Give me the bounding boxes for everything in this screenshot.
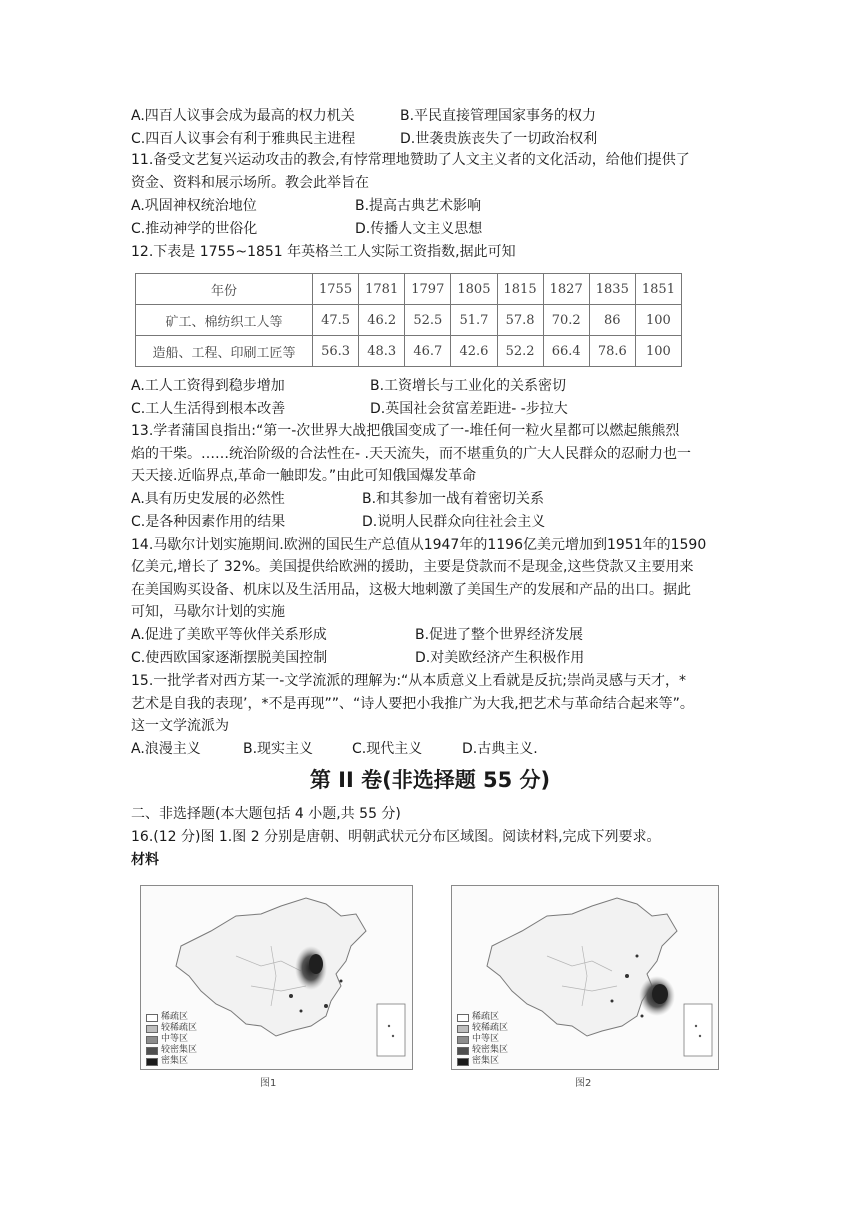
q14-option-a: A.促进了美欧平等伙伴关系形成 <box>131 627 327 643</box>
q14-stem-line4: 可知，马歇尔计划的实施 <box>131 604 285 620</box>
q13-stem-line3: 天天接.近临界点,革命一触即发。”由此可知俄国爆发革命 <box>131 468 477 484</box>
value-cell: 66.4 <box>543 336 589 367</box>
year-cell: 1835 <box>589 274 635 305</box>
legend-swatch <box>146 1014 158 1022</box>
section-title: 第 II 卷(非选择题 55 分) <box>309 768 551 792</box>
q15-option-b: B.现实主义 <box>243 741 314 757</box>
material-label: 材料 <box>131 852 159 868</box>
value-cell: 78.6 <box>589 336 635 367</box>
table-row <box>136 305 682 336</box>
legend-swatch <box>146 1025 158 1033</box>
value-cell: 86 <box>589 305 635 336</box>
q13-option-a: A.具有历史发展的必然性 <box>131 491 285 507</box>
q15-option-a: A.浪漫主义 <box>131 741 201 757</box>
legend-label: 中等区 <box>472 1034 500 1044</box>
legend-swatch <box>457 1047 469 1055</box>
map2-caption: 图2 <box>575 1078 592 1089</box>
value-cell: 56.3 <box>313 336 359 367</box>
q11-stem-line2: 资金、资料和展示场所。教会此举旨在 <box>131 175 369 191</box>
value-cell: 52.2 <box>497 336 543 367</box>
q10-option-d: D.世袭贵族丧失了一切政治权利 <box>400 131 598 147</box>
value-cell: 52.5 <box>405 305 451 336</box>
wage-index-table <box>135 273 682 367</box>
value-cell: 100 <box>635 336 681 367</box>
q11-option-c: C.推动神学的世俗化 <box>131 221 258 237</box>
q14-stem-line1: 14.马歇尔计划实施期间.欧洲的国民生产总值从1947年的1196亿美元增加到1951年的1590 <box>131 537 707 553</box>
legend-swatch <box>457 1014 469 1022</box>
map2-legend <box>457 1012 508 1067</box>
q14-stem-line3: 在美国购买设备、机床以及生活用品，这极大地刺激了美国生产的发展和产品的出口。据此 <box>131 582 691 598</box>
value-cell: 42.6 <box>451 336 497 367</box>
q12-stem: 12.下表是 1755~1851 年英格兰工人实际工资指数,据此可知 <box>131 244 516 260</box>
q14-option-b: B.促进了整个世界经济发展 <box>415 627 584 643</box>
q10-option-c: C.四百人议事会有利于雅典民主进程 <box>131 131 356 147</box>
q13-stem-line2: 焰的干柴。……统治阶级的合法性在- .天天流失，而不堪重负的广大人民群众的忍耐力也一 <box>131 446 691 462</box>
legend-swatch <box>457 1058 469 1066</box>
legend-label: 较密集区 <box>472 1045 509 1055</box>
value-cell: 46.2 <box>359 305 405 336</box>
row-label: 矿工、棉纺织工人等 <box>136 305 313 336</box>
q14-stem-line2: 亿美元,增长了 32%。美国提供给欧洲的援助，主要是贷款而不是现金,这些贷款又主要用来 <box>131 559 694 575</box>
year-cell: 1781 <box>359 274 405 305</box>
q14-option-d: D.对美欧经济产生积极作用 <box>415 650 585 666</box>
q10-option-b: B.平民直接管理国家事务的权力 <box>400 108 597 124</box>
legend-swatch <box>457 1025 469 1033</box>
q11-option-a: A.巩固神权统治地位 <box>131 198 257 214</box>
q12-option-d: D.英国社会贫富差距进- -步拉大 <box>370 401 568 417</box>
year-cell: 1797 <box>405 274 451 305</box>
value-cell: 57.8 <box>497 305 543 336</box>
q15-stem-line2: 艺术是自我的表现’，*不是再现””、“诗人要把小我推广为大我,把艺术与革命结合起来等”。 <box>131 696 694 712</box>
q14-option-c: C.使西欧国家逐渐摆脱美国控制 <box>131 650 328 666</box>
q16-stem: 16.(12 分)图 1.图 2 分别是唐朝、明朝武状元分布区域图。阅读材料,完成下列要求。 <box>131 829 661 845</box>
legend-swatch <box>146 1047 158 1055</box>
q13-stem-line1: 13.学者蒲国良指出:“第一-次世界大战把俄国变成了一-堆任何一粒火星都可以燃起熊熊烈 <box>131 423 680 439</box>
map1-caption: 图1 <box>260 1078 277 1089</box>
q13-option-c: C.是各种因素作用的结果 <box>131 514 286 530</box>
table-header-label: 年份 <box>136 274 313 305</box>
q15-option-c: C.现代主义 <box>352 741 423 757</box>
q12-option-c: C.工人生活得到根本改善 <box>131 401 286 417</box>
legend-swatch <box>146 1058 158 1066</box>
q11-stem-line1: 11.备受文艺复兴运动攻击的教会,有悖常理地赞助了人文主义者的文化活动，给他们提供了 <box>131 152 690 168</box>
legend-label: 较密集区 <box>161 1045 198 1055</box>
year-cell: 1815 <box>497 274 543 305</box>
legend-label: 较稀疏区 <box>161 1023 198 1033</box>
table-row-years <box>136 274 682 305</box>
table-row <box>136 336 682 367</box>
section-intro: 二、非选择题(本大题包括 4 小题,共 55 分) <box>131 806 401 822</box>
q13-option-b: B.和其参加一战有着密切关系 <box>362 491 545 507</box>
q15-stem-line1: 15.一批学者对西方某一-文学流派的理解为:“从本质意义上看就是反抗;崇尚灵感与天才，* <box>131 673 687 689</box>
map1-legend <box>146 1012 197 1067</box>
year-cell: 1755 <box>313 274 359 305</box>
q15-stem-line3: 这一文学流派为 <box>131 718 229 734</box>
legend-label: 密集区 <box>161 1056 189 1066</box>
value-cell: 48.3 <box>359 336 405 367</box>
year-cell: 1827 <box>543 274 589 305</box>
legend-label: 稀疏区 <box>472 1012 500 1022</box>
legend-label: 密集区 <box>472 1056 500 1066</box>
q15-option-d: D.古典主义. <box>462 741 538 757</box>
row-label: 造船、工程、印刷工匠等 <box>136 336 313 367</box>
value-cell: 47.5 <box>313 305 359 336</box>
q13-option-d: D.说明人民群众向往社会主义 <box>362 514 546 530</box>
value-cell: 46.7 <box>405 336 451 367</box>
value-cell: 51.7 <box>451 305 497 336</box>
legend-label: 中等区 <box>161 1034 189 1044</box>
q11-option-d: D.传播人文主义思想 <box>355 221 483 237</box>
q10-option-a: A.四百人议事会成为最高的权力机关 <box>131 108 355 124</box>
legend-swatch <box>457 1036 469 1044</box>
value-cell: 100 <box>635 305 681 336</box>
value-cell: 70.2 <box>543 305 589 336</box>
q11-option-b: B.提高古典艺术影响 <box>355 198 482 214</box>
year-cell: 1805 <box>451 274 497 305</box>
year-cell: 1851 <box>635 274 681 305</box>
q12-option-a: A.工人工资得到稳步增加 <box>131 378 285 394</box>
legend-swatch <box>146 1036 158 1044</box>
legend-label: 较稀疏区 <box>472 1023 509 1033</box>
q12-option-b: B.工资增长与工业化的关系密切 <box>370 378 567 394</box>
legend-label: 稀疏区 <box>161 1012 189 1022</box>
